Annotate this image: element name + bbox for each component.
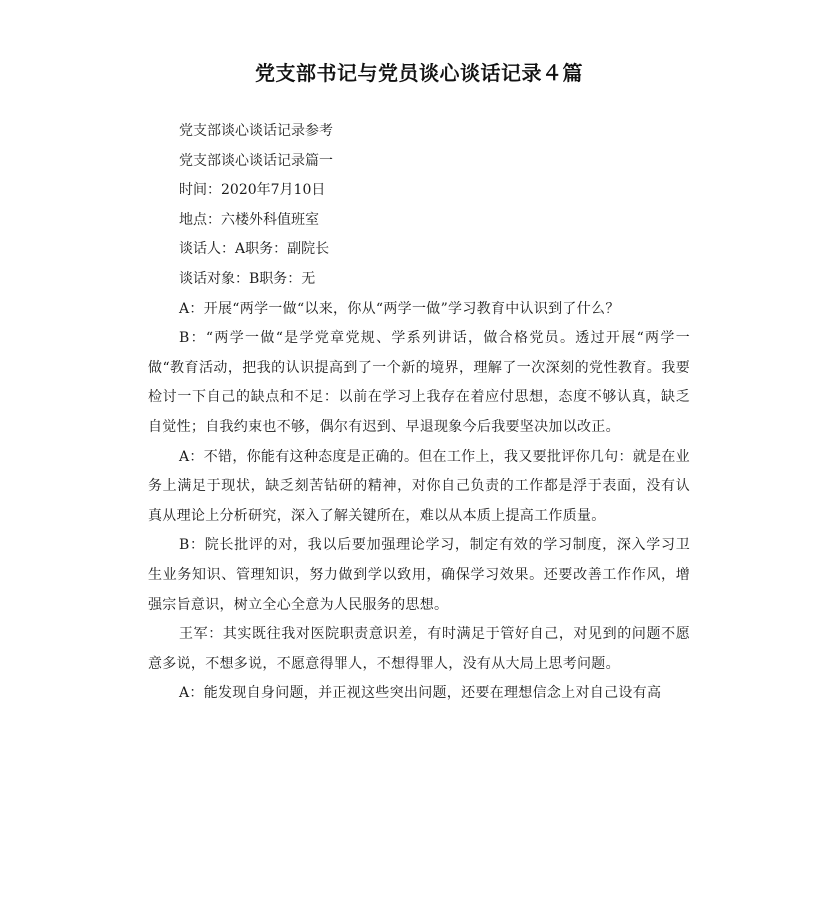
dialogue-paragraph: A：开展“两学一做“以来，你从“两学一做”学习教育中认识到了什么？ xyxy=(179,300,620,317)
meeting-time: 时间：2020年7月10日 xyxy=(179,182,326,199)
dialogue-paragraph: 王军：其实既往我对医院职责意识差，有时满足于管好自己，对见到的问题不愿意多说，不想多说，不愿意得罪人，不想得罪人，没有从大局上思考问题。 xyxy=(148,626,690,672)
heading-part-one: 党支部谈心谈话记录篇一 xyxy=(179,152,333,169)
heading-reference: 党支部谈心谈话记录参考 xyxy=(179,123,333,139)
dialogue-paragraph: A：能发现自身问题，并正视这些突出问题，还要在理想信念上对自己设有高 xyxy=(179,685,662,702)
dialogue-paragraph: A：不错，你能有这种态度是正确的。但在工作上，我又要批评你几句：就是在业务上满足于现状，缺乏刻苦钻研的精神，对你自己负责的工作都是浮于表面，没有认真从理论上分析研究，深入了解关键所在，难以从本质上提高工作质量。 xyxy=(148,448,690,524)
dialogue-paragraph: B：“两学一做“是学党章党规、学系列讲话，做合格党员。透过开展“两学一做“教育活动，把我的认识提高到了一个新的境界，理解了一次深刻的党性教育。我要检讨一下自己的缺点和不足：以前在学习上我存在着应付思想，态度不够认真，缺乏自觉性；自我约束也不够，偶尔有迟到、早退现象今后我要坚决加以改正。 xyxy=(148,330,690,435)
document-title: 党支部书记与党员谈心谈话记录４篇 xyxy=(255,61,583,85)
document-body xyxy=(148,117,690,709)
interviewer: 谈话人：A职务：副院长 xyxy=(179,241,330,258)
dialogue-paragraph: B：院长批评的对，我以后要加强理论学习，制定有效的学习制度，深入学习卫生业务知识、管理知识，努力做到学以致用，确保学习效果。还要改善工作作风，增强宗旨意识，树立全心全意为人民服务的思想。 xyxy=(148,537,690,613)
interviewee: 谈话对象：B职务：无 xyxy=(179,270,316,287)
meeting-location: 地点：六楼外科值班室 xyxy=(179,211,319,228)
